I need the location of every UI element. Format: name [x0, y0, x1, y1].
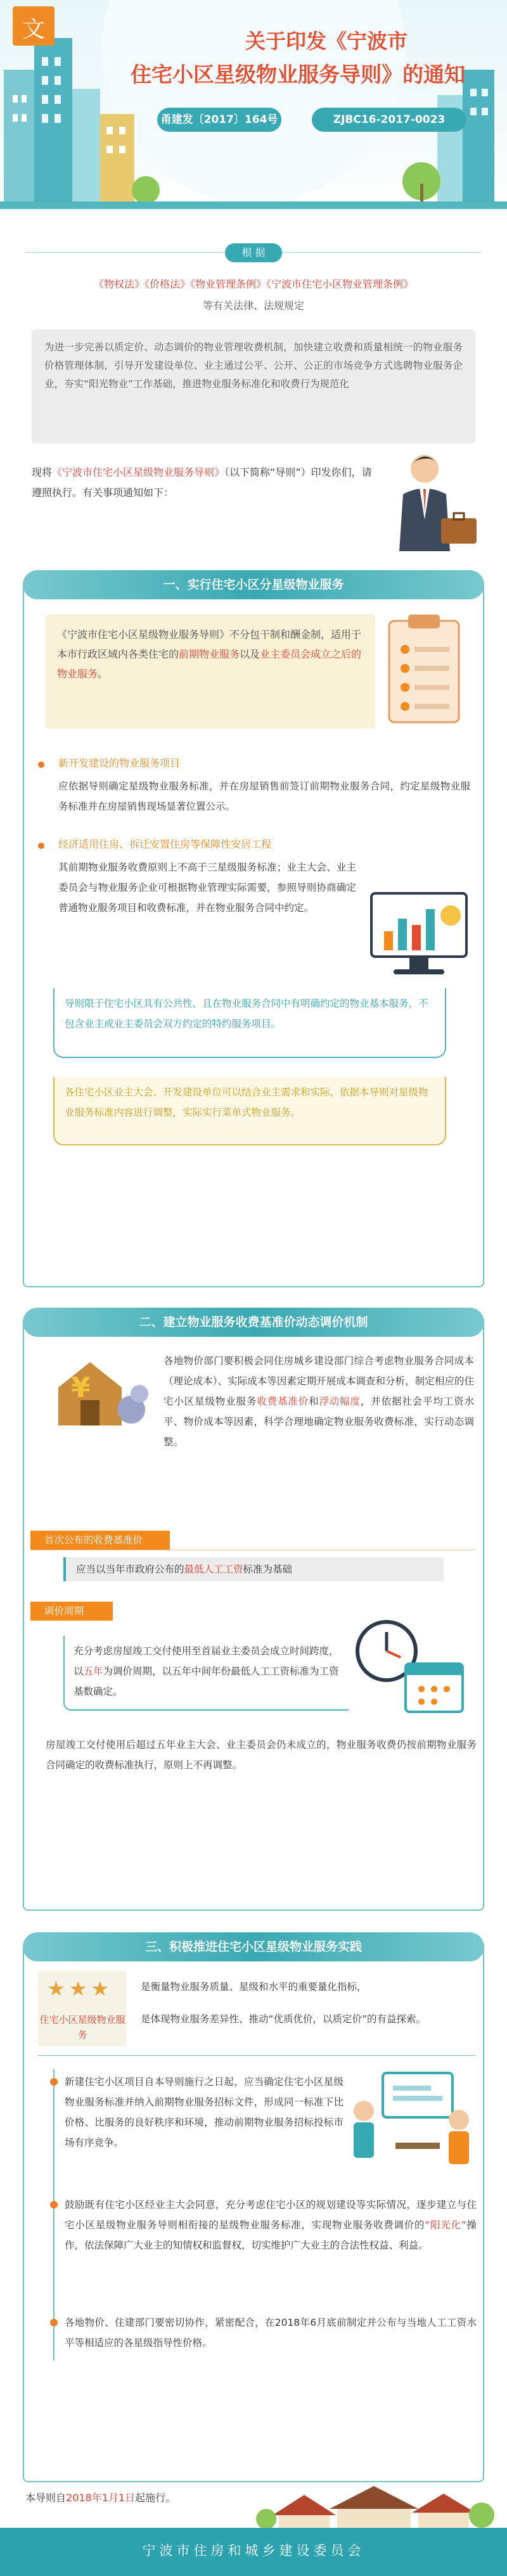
- header-ground-strip: [0, 201, 507, 209]
- three-star-icon: ★★★: [47, 1977, 113, 2001]
- adjust-cycle-label: 调价周期: [30, 1602, 113, 1621]
- timeline-dot: [50, 2201, 58, 2209]
- bullet-dot: [38, 843, 44, 849]
- scope-note-box: 导则限于住宅小区具有公共性、且在物业服务合同中有明确约定的物业基本服务，不包含业主或业主委员会双方约定的特约服务项目。: [53, 988, 446, 1058]
- section1-scope-box: 《宁波市住宅小区星级物业服务导则》不分包干制和酬金制，适用于本市行政区域内各类住宅的前期物业服务以及业主委员会成立之后的物业服务。: [46, 615, 375, 729]
- clock-calendar-icon: [342, 1613, 469, 1721]
- basis-others: 等有关法律、法规规定: [202, 300, 304, 312]
- money-house-icon: [46, 1349, 153, 1432]
- issue-paragraph: [32, 462, 380, 503]
- document-number-badge: 甬建发〔2017〕164号: [157, 108, 281, 132]
- logo-mark: 文: [22, 16, 45, 42]
- timeline-dot: [50, 2078, 58, 2086]
- first-base-price-label: 首次公布的收费基准价: [30, 1531, 170, 1550]
- guide-price-paragraph: 各地物价、住建部门要密切协作，紧密配合，在2018年6月底前制定并公布与当地人工工资水平等相适应的各星级指导性价格。: [65, 2317, 477, 2349]
- new-project-text: 应依据导则确定星级物业服务标准，并在房屋销售前签订前期物业服务合同，约定星级物业服务标准并在房屋销售现场显著位置公示。: [58, 781, 470, 812]
- bullet-dot: [38, 762, 44, 768]
- page-title-line2: 住宅小区星级物业服务导则》的通知: [131, 62, 465, 87]
- new-project-heading: 新开发建设的物业服务项目: [58, 757, 181, 769]
- issue-doc-link[interactable]: 《宁波市住宅小区星级物业服务导则》: [52, 466, 225, 478]
- menu-service-note-box: 各住宅小区业主大会、开发建设单位可以结合业主需求和实际，依据本导则对星级物业服务标准内容进行调整，实际实行菜单式物业服务。: [53, 1077, 446, 1145]
- affordable-housing-heading: 经济适用住房、拆迁安置住房等保障性安居工程: [58, 838, 272, 850]
- section2-title: 二、建立物业服务收费基准价动态调价机制: [23, 1308, 484, 1337]
- document-code-badge: ZJBC16-2017-0023: [312, 108, 466, 132]
- effective-date-text: 本导则自2018年1月1日起施行。: [25, 2492, 176, 2504]
- existing-community-paragraph: 鼓励既有住宅小区经业主大会同意，充分考虑住宅小区的规划建设等实际情况，逐步建立与住宅小区星级物业服务导则相衔接的星级物业服务标准，实现物业服务收费调价的“阳光化”操作，依法保障广大业主的知情权和监督权，切实维护广大业主的合法性权益、利益。: [65, 2199, 477, 2251]
- first-base-price-box: 应当以当年市政府公布的最低人工工资标准为基础: [63, 1557, 444, 1581]
- section3-title: 三、积极推进住宅小区星级物业服务实践: [23, 1932, 484, 1961]
- over-five-years-paragraph: 房屋竣工交付使用后超过五年业主大会、业主委员会仍未成立的，物业服务收费仍按前期物业服务合同确定的收费标准执行，原则上不再调整。: [46, 1739, 477, 1771]
- monitor-chart-icon: [365, 887, 473, 982]
- svg-text:¥: ¥: [71, 1372, 91, 1404]
- section1-title: 一、实行住宅小区分星级物业服务: [23, 570, 484, 599]
- timeline-dot: [50, 2319, 58, 2326]
- clipboard-icon: [376, 608, 472, 735]
- timeline-line: [53, 2069, 55, 2361]
- basis-laws: 《物权法》《价格法》《物业管理条例》《宁波市住宅小区物业管理条例》: [93, 278, 413, 290]
- new-project-tender-paragraph: 新建住宅小区项目自本导则施行之日起，应当确定住宅小区星级物业服务标准并纳入前期物业服务招标文件，形成同一标准下比价格、比服务的良好秩序和环境，推动前期物业服务招标投标市场有序竞争。: [65, 2076, 343, 2148]
- base-price-paragraph: 各地物价部门要积极会同住房城乡建设部门综合考虑物业服务合同成本（理论成本）、实际成本等因素定期开展成本调查和分析，制定相应的住宅小区星级物业服务收费基准价和浮动幅度，并依据社会平均工资水平、物价成本等因素，科学合理地确定物业服务收费标准，实行动态调整。: [164, 1355, 474, 1448]
- affordable-housing-text: 其前期物业服务收费原则上不高于三星级服务标准；业主大会、业主委员会与物业服务企业可根据物业管理实际需要，参照导则协商确定普通物业服务项目和收费标准，并在物业服务合同中约定。: [58, 862, 356, 914]
- meeting-people-illustration: [345, 2067, 479, 2168]
- star-meaning-2: 是体现物业服务差异性、推动“优质优价，以质定价”的有益探索。: [141, 2013, 427, 2025]
- issuing-organization: 宁波市住房和城乡建设委员会: [142, 2543, 365, 2558]
- basis-tag: 根 据: [225, 243, 282, 262]
- divider: [38, 2055, 475, 2056]
- adjust-cycle-box: 充分考虑房屋竣工交付使用至首届业主委员会成立时间跨度，以五年为调价周期，以五年中间年份最低人工工资标准为工资基数确定。: [63, 1636, 349, 1711]
- star-rating-label: 住宅小区星级物业服务: [39, 2014, 125, 2041]
- businessman-illustration: [380, 443, 482, 551]
- issue-prefix: 现将: [32, 466, 53, 478]
- star-meaning-1: 是衡量物业服务质量、星级和水平的重要量化指标，: [141, 1981, 367, 1993]
- issue-suffix: （以下简称“导则”）印发你们，请遵照执行。有关事项通知如下：: [32, 466, 372, 499]
- page-title-line1: 关于印发《宁波市: [245, 29, 408, 53]
- intro-paragraph: 为进一步完善以质定价、动态调价的物业管理收费机制，加快建立收费和质量相统一的物业服务价格管理体制，引导开发建设单位、业主通过公平、公开、公正的市场竞争方式选聘物业服务企业，夯实“阳光物业”工作基础，推进物业服务标准化和收费行为规范化: [32, 329, 475, 443]
